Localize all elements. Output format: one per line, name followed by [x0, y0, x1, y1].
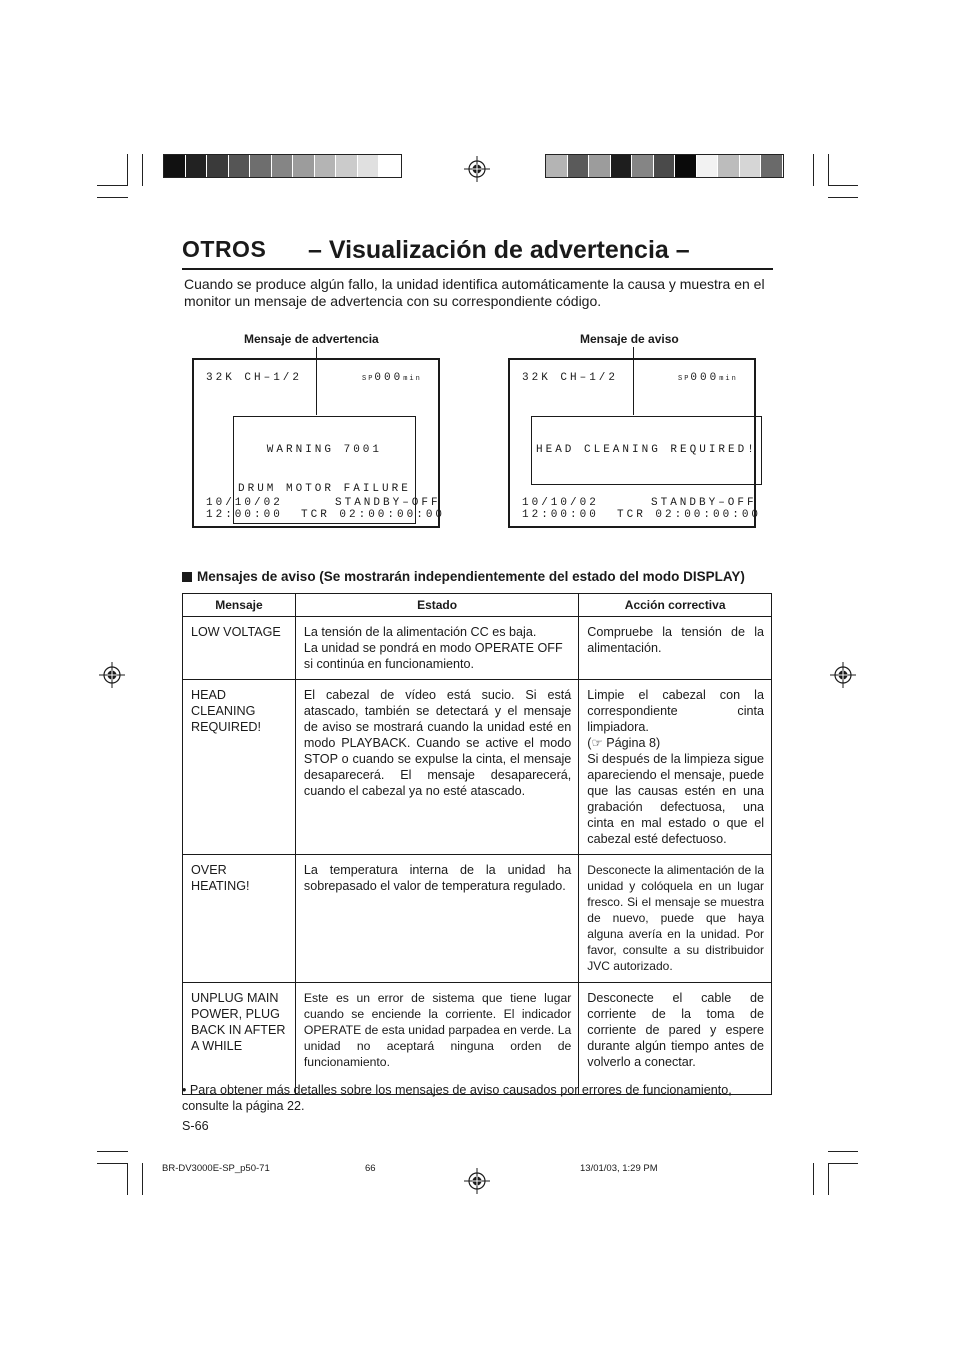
footer-page: 66	[365, 1163, 376, 1174]
monitor-top-right: SP000min	[362, 372, 422, 384]
color-swatch	[740, 155, 762, 177]
monitor-status: STANDBY–OFF	[335, 497, 441, 509]
column-header-estado: Estado	[295, 594, 578, 617]
warning-code: WARNING 7001	[266, 444, 383, 456]
color-swatch	[761, 155, 783, 177]
color-swatch	[611, 155, 633, 177]
table-row	[183, 680, 772, 855]
color-swatch	[293, 155, 315, 177]
color-bar-right	[545, 154, 784, 178]
color-swatch	[568, 155, 590, 177]
section-heading: Mensajes de aviso (Se mostrarán independientemente del estado del modo DISPLAY)	[182, 569, 745, 584]
table-row	[183, 983, 772, 1095]
intro-paragraph: Cuando se produce algún fallo, la unidad identifica automáticamente la causa y muestra en el monitor un mensaje de advertencia con su correspondiente código.	[184, 276, 765, 309]
page-number: S-66	[182, 1119, 209, 1133]
cell-mensaje: LOW VOLTAGE	[183, 617, 296, 680]
color-swatch	[718, 155, 740, 177]
monitor-tcr: TCR 02:00:00:00	[301, 509, 446, 521]
monitor-status: STANDBY–OFF	[651, 497, 757, 509]
color-swatch	[272, 155, 294, 177]
cell-accion: Compruebe la tensión de la alimentación.	[579, 617, 772, 680]
table-header-row	[183, 594, 772, 617]
monitor-time: 12:00:00	[206, 509, 283, 521]
messages-table	[182, 593, 772, 1095]
cell-mensaje: UNPLUG MAIN POWER, PLUG BACK IN AFTER A WHILE	[183, 983, 296, 1095]
cell-accion: Limpie el cabezal con la correspondiente cinta limpiadora. (☞ Página 8) Si después de la limpieza sigue apareciendo el mensaje, puede que las causas estén en una grabación defectuosa, una cinta en mal estado o que el cabezal esté defectuoso.	[579, 680, 772, 855]
cell-accion: Desconecte la alimentación de la unidad y colóquela en un lugar fresco. Si el mensaje se muestra de nuevo, puede que haya alguna avería en la unidad. Por favor, consulte a su distribuidor JVC autorizado.	[579, 855, 772, 983]
monitor-top-right: SP000min	[678, 372, 738, 384]
notice-message-box	[531, 416, 762, 485]
cell-estado: El cabezal de vídeo está sucio. Si está atascado, también se detectará y el mensaje de aviso se mostrará cuando la unidad esté en modo PLAYBACK. Cuando se active el modo STOP o cuando se expulse la cinta, el mensaje desaparecerá. El mensaje desaparecerá, cuando el cabezal ya no esté atascado.	[295, 680, 578, 855]
screen-label-warning: Mensaje de advertencia	[244, 332, 379, 346]
monitor-top-left: 32K CH–1/2	[522, 372, 619, 384]
monitor-date: 10/10/02	[206, 497, 283, 509]
color-swatch	[250, 155, 272, 177]
notice-text: HEAD CLEANING REQUIRED!	[536, 444, 757, 456]
color-swatch	[186, 155, 208, 177]
color-swatch	[632, 155, 654, 177]
color-swatch	[164, 155, 186, 177]
column-header-mensaje: Mensaje	[183, 594, 296, 617]
color-swatch	[207, 155, 229, 177]
color-swatch	[697, 155, 719, 177]
monitor-date: 10/10/02	[522, 497, 599, 509]
section-title: OTROS	[182, 236, 267, 262]
color-swatch	[675, 155, 697, 177]
color-swatch	[229, 155, 251, 177]
page-title: – Visualización de advertencia –	[308, 236, 690, 264]
monitor-warning	[192, 358, 446, 528]
monitor-tcr: TCR 02:00:00:00	[617, 509, 762, 521]
square-bullet-icon	[182, 572, 192, 582]
color-bar-left	[163, 154, 402, 178]
registration-mark-icon	[99, 662, 125, 688]
footer-date: 13/01/03, 1:29 PM	[580, 1163, 658, 1174]
color-swatch	[654, 155, 676, 177]
cell-estado: La temperatura interna de la unidad ha sobrepasado el valor de temperatura regulado.	[295, 855, 578, 983]
cell-accion: Desconecte el cable de corriente de la toma de corriente de pared y espere durante algún tiempo antes de volverlo a conectar.	[579, 983, 772, 1095]
warning-text: DRUM MOTOR FAILURE	[238, 483, 411, 495]
color-swatch	[336, 155, 358, 177]
registration-mark-icon	[464, 1168, 490, 1194]
registration-mark-icon	[464, 156, 490, 182]
color-swatch	[358, 155, 380, 177]
monitor-notice	[508, 358, 762, 528]
page-header	[182, 236, 773, 270]
screen-label-notice: Mensaje de aviso	[580, 332, 679, 346]
footer-file: BR-DV3000E-SP_p50-71	[162, 1163, 270, 1174]
cell-mensaje: OVER HEATING!	[183, 855, 296, 983]
color-swatch	[315, 155, 337, 177]
color-swatch	[379, 155, 401, 177]
color-swatch	[546, 155, 568, 177]
registration-mark-icon	[830, 662, 856, 688]
monitor-top-left: 32K CH–1/2	[206, 372, 303, 384]
column-header-accion: Acción correctiva	[579, 594, 772, 617]
color-swatch	[589, 155, 611, 177]
footnote: • Para obtener más detalles sobre los mensajes de aviso causados por errores de funcionamiento, consulte la página 22.	[182, 1083, 732, 1113]
cell-estado: La tensión de la alimentación CC es baja. La unidad se pondrá en modo OPERATE OFF si continúa en funcionamiento.	[295, 617, 578, 680]
monitor-time: 12:00:00	[522, 509, 599, 521]
table-row	[183, 617, 772, 680]
cell-mensaje: HEAD CLEANING REQUIRED!	[183, 680, 296, 855]
table-row	[183, 855, 772, 983]
cell-estado: Este es un error de sistema que tiene lugar cuando se enciende la corriente. El indicador OPERATE de esta unidad parpadea en verde. La unidad no aceptará ninguna orden de funcionamiento.	[295, 983, 578, 1095]
